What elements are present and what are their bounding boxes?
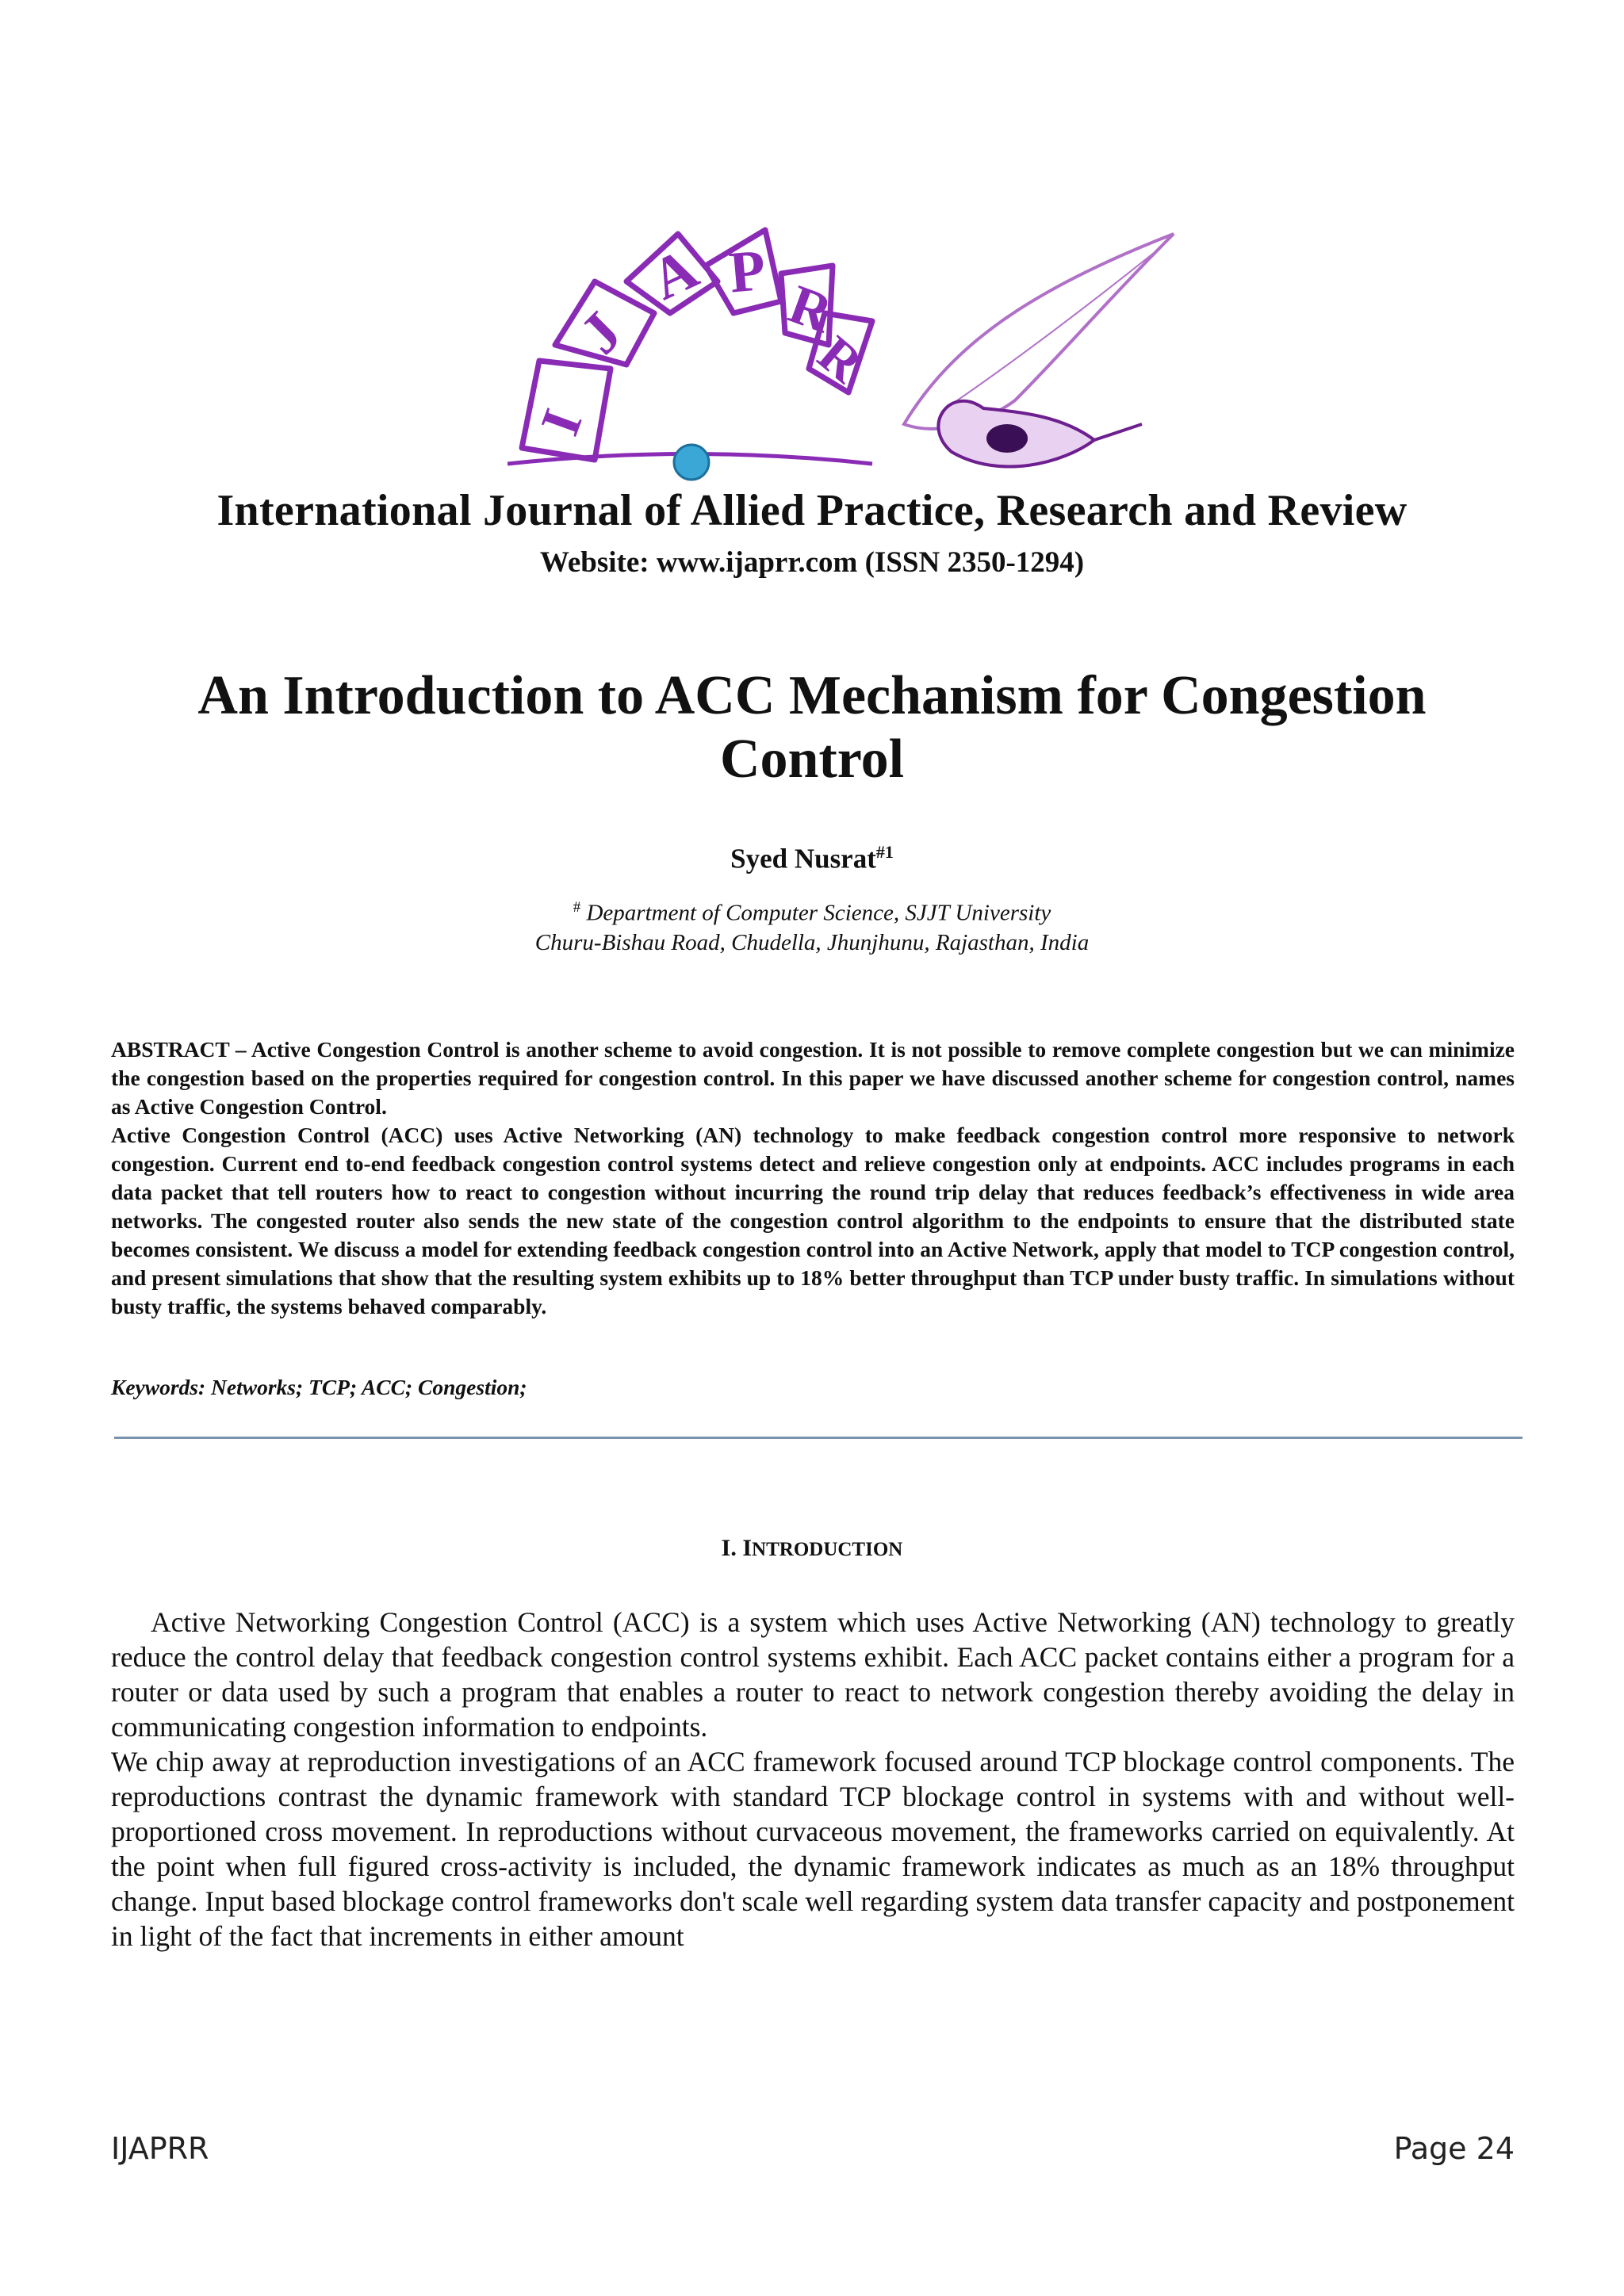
affiliation-line-2: Churu-Bishau Road, Chudella, Jhunjhunu, Rajasthan, India — [534, 929, 1090, 955]
section-heading-rest: NTRODUCTION — [752, 1539, 903, 1560]
logo-graphic — [508, 226, 1197, 488]
paper-title-line-1: An Introduction to ACC Mechanism for Congestion — [197, 665, 1427, 726]
keywords: Keywords: Networks; TCP; ACC; Congestion; — [111, 1375, 527, 1399]
journal-website: Website: www.ijaprr.com (ISSN 2350-1294) — [539, 546, 1085, 579]
footer-journal-abbrev: IJAPRR — [111, 2131, 209, 2166]
author-superscript: #1 — [875, 842, 894, 862]
affiliation-mark: # — [573, 899, 581, 916]
logo-letter-1: I — [529, 401, 595, 443]
author — [0, 842, 1624, 875]
logo-letter-4: P — [726, 237, 768, 306]
logo-letter-3: A — [642, 235, 708, 313]
journal-logo — [508, 226, 1197, 488]
section-heading-introduction — [0, 1535, 1624, 1562]
introduction-paragraph-2: We chip away at reproduction investigations of an ACC framework focused around TCP blockage control components. The reproductions contrast the dynamic framework with standard TCP blockage control in systems with and without well-proportioned cross movement. In reproductions without curvaceous movement, the frameworks carried on equivalently. At the point when full figured cross-activity is included, the dynamic framework indicates as much as an 18% throughput change. Input based blockage control frameworks don't scale well regarding system data transfer capacity and postponement in light of the fact that increments in either amount — [111, 1746, 1515, 1952]
introduction-paragraph-1: Active Networking Congestion Control (ACC) is a system which uses Active Networking (AN) technology to greatly reduce the control delay that feedback congestion control systems exhibit. Each ACC packet contains either a program for a router or data used by such a program that enables a router to react to network congestion thereby avoiding the delay in communicating congestion information to endpoints. — [111, 1606, 1515, 1743]
affiliation — [0, 893, 1624, 958]
introduction-body — [111, 1605, 1515, 1954]
section-divider — [114, 1437, 1522, 1439]
affiliation-department: Department of Computer Science, SJJT University — [580, 900, 1051, 926]
logo-letter-5: R — [781, 274, 840, 346]
section-heading-number: I. I — [721, 1535, 753, 1561]
abstract — [111, 1035, 1515, 1321]
footer-page-number: Page 24 — [1393, 2131, 1515, 2166]
logo-letter-2: J — [568, 300, 635, 367]
paper-title — [174, 664, 1450, 791]
logo-letter-6: R — [806, 325, 874, 394]
abstract-paragraph-1: ABSTRACT – Active Congestion Control is another scheme to avoid congestion. It is not possible to remove complete congestion but we can minimize the congestion based on the properties required for congestion control. In this paper we have discussed another scheme for congestion control, names as Active Congestion Control. — [111, 1037, 1515, 1119]
affiliation-line-1 — [0, 893, 1624, 928]
quill-feather-eye-icon — [904, 234, 1174, 467]
globe-icon — [674, 445, 709, 480]
author-name: Syed Nusrat — [730, 843, 876, 874]
journal-name: International Journal of Allied Practice, Research and Review — [216, 486, 1408, 535]
paper-title-line-2: Control — [719, 729, 905, 790]
abstract-paragraph-2: Active Congestion Control (ACC) uses Active Networking (AN) technology to make feedback congestion control more responsive to network congestion. Current end to-end feedback congestion control systems detect and relieve congestion only at endpoints. ACC includes programs in each data packet that tell routers how to react to congestion without incurring the round trip delay that reduces feedback’s effectiveness in wide area networks. The congested router also sends the new state of the congestion control algorithm to the endpoints to ensure that the distributed state becomes consistent. We discuss a model for extending feedback congestion control into an Active Network, apply that model to TCP congestion control, and present simulations that show that the resulting system exhibits up to 18% better throughput than TCP under busty traffic. In simulations without busty traffic, the systems behaved comparably. — [111, 1123, 1515, 1318]
